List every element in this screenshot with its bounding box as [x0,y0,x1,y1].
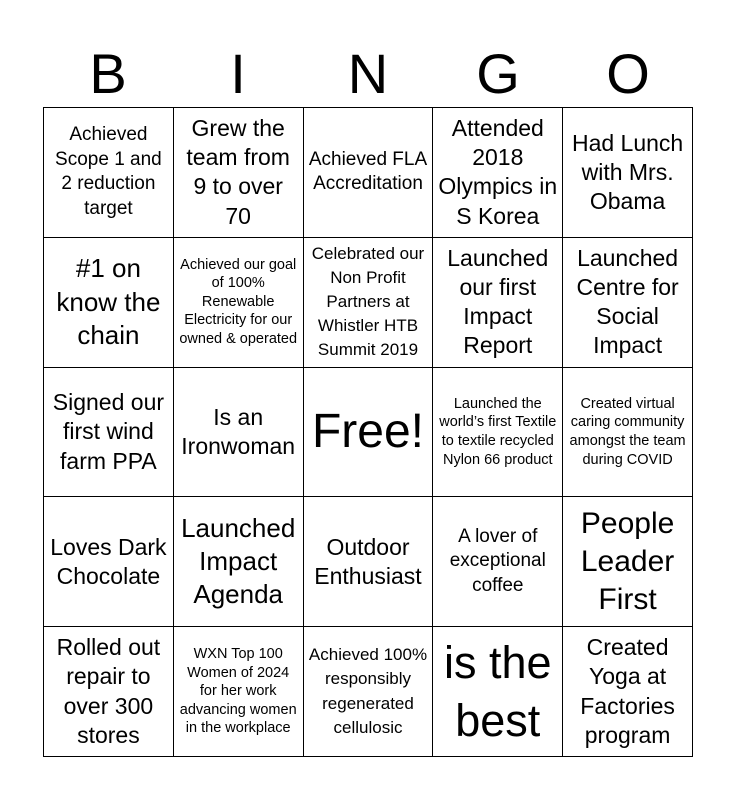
bingo-cell[interactable] [304,627,434,757]
bingo-cell[interactable] [433,108,563,238]
cell-text: Launched our first Impact Report [447,244,549,359]
cell-text: Achieved FLA Accreditation [308,148,428,195]
bingo-header [43,40,693,108]
bingo-cell[interactable] [563,497,693,627]
cell-text: Achieved Scope 1 and 2 reduction target [55,124,162,220]
bingo-cell[interactable] [433,497,563,627]
cell-text: Attended 2018 Olympics in S Korea [438,114,558,229]
bingo-cell[interactable] [433,627,563,757]
bingo-cell[interactable] [433,368,563,498]
bingo-cell[interactable] [44,108,174,238]
cell-text: #1 on know the chain [56,253,161,350]
cell-text: People Leader First [580,506,675,616]
cell-text: Loves Dark Chocolate [50,533,167,589]
cell-text: WXN Top 100 Women of 2024 for her work advancing women in the workplace [179,646,297,737]
bingo-cell[interactable] [174,108,304,238]
bingo-board [43,107,693,757]
cell-text: Outdoor Enthusiast [314,533,422,589]
bingo-cell[interactable] [44,497,174,627]
bingo-cell[interactable] [433,238,563,368]
bingo-cell[interactable] [563,368,693,498]
cell-text: Grew the team from 9 to over 70 [186,114,290,229]
cell-text: Achieved 100% responsibly regenerated cellulosic [308,645,428,737]
bingo-cell[interactable] [304,108,434,238]
cell-text: Launched Centre for Social Impact [576,244,679,359]
cell-text: Created virtual caring community amongst the team during COVID [569,395,686,468]
bingo-cell[interactable] [174,368,304,498]
cell-text: Achieved our goal of 100% Renewable Electricity for our owned & operated [179,256,298,348]
cell-text: Signed our first wind farm PPA [52,389,165,474]
cell-text: is the best [444,637,552,746]
bingo-cell[interactable] [44,627,174,757]
cell-text: Celebrated our Non Profit Partners at Whistler HTB Summit 2019 [311,243,425,360]
cell-text: Had Lunch with Mrs. Obama [571,129,684,214]
header-letter-g: G [476,42,520,105]
bingo-cell[interactable] [174,627,304,757]
header-letter-o: O [606,42,650,105]
header-letter-n: N [347,42,389,105]
bingo-cell[interactable] [44,238,174,368]
header-letter-b: B [89,42,127,105]
cell-text: A lover of exceptional coffee [449,525,546,597]
bingo-cell[interactable] [304,497,434,627]
bingo-cell[interactable] [563,238,693,368]
bingo-cell[interactable] [304,238,434,368]
bingo-cell[interactable] [174,238,304,368]
bingo-cell[interactable] [174,497,304,627]
bingo-cell[interactable] [563,627,693,757]
cell-text: Rolled out repair to over 300 stores [56,634,161,748]
cell-text: Created Yoga at Factories program [580,634,675,748]
cell-text: Launched the world’s first Textile to textile recycled Nylon 66 product [439,395,557,468]
cell-text: Is an Ironwoman [181,403,296,459]
free-space-cell[interactable] [304,368,434,498]
header-letter-i: I [230,42,246,105]
bingo-cell[interactable] [44,368,174,498]
cell-text: Launched Impact Agenda [181,512,296,610]
bingo-cell[interactable] [563,108,693,238]
free-space-text: Free! [311,404,424,458]
